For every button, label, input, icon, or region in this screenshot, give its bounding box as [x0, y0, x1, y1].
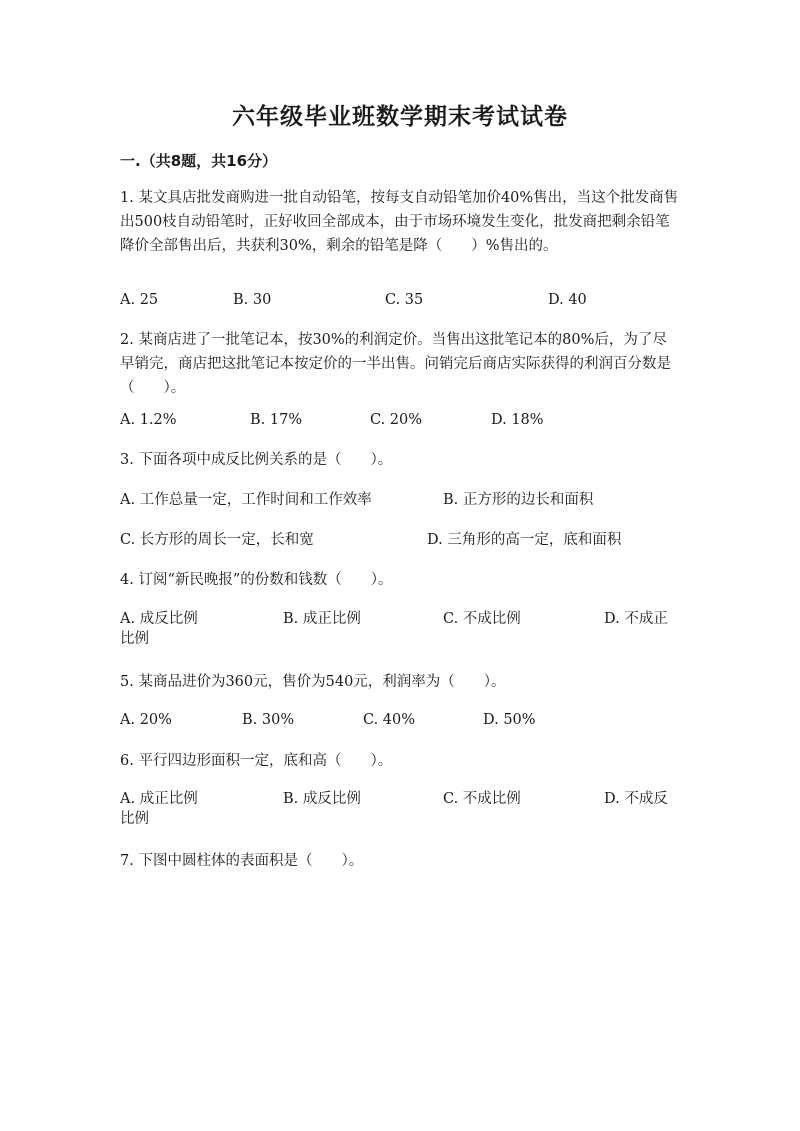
question-2-option-c[interactable]: C. 20% — [370, 412, 423, 428]
page-title: 六年级毕业班数学期末考试试卷 — [232, 104, 568, 130]
question-3-option-c[interactable]: C. 长方形的周长一定，长和宽 — [120, 532, 314, 548]
question-3-stem: 3. 下面各项中成反比例关系的是（ ）。 — [120, 452, 393, 468]
question-5-option-b[interactable]: B. 30% — [242, 712, 295, 728]
question-6-option-a[interactable]: A. 成正比例 — [120, 791, 198, 807]
question-6-option-d[interactable]: D. 不成反比例 — [120, 791, 668, 827]
section-heading: 一.（共8题，共16分） — [120, 152, 278, 170]
question-3-option-b[interactable]: B. 正方形的边长和面积 — [443, 492, 594, 508]
question-6-option-b[interactable]: B. 成反比例 — [283, 791, 361, 807]
question-2-option-b[interactable]: B. 17% — [250, 412, 303, 428]
question-5-option-d[interactable]: D. 50% — [483, 712, 536, 728]
question-2-option-d[interactable]: D. 18% — [491, 412, 544, 428]
question-3-option-a[interactable]: A. 工作总量一定，工作时间和工作效率 — [120, 492, 372, 508]
question-3-option-d[interactable]: D. 三角形的高一定，底和面积 — [427, 532, 622, 548]
question-1-option-c[interactable]: C. 35 — [385, 292, 424, 308]
question-1-option-d[interactable]: D. 40 — [548, 292, 587, 308]
question-5-option-a[interactable]: A. 20% — [120, 712, 172, 728]
question-4-option-d[interactable]: D. 不成正比例 — [120, 611, 668, 647]
question-6-option-c[interactable]: C. 不成比例 — [443, 791, 521, 807]
question-1-stem: 1. 某文具店批发商购进一批自动铅笔，按每支自动铅笔加价40%售出，当这个批发商售出500枝自动铅笔时，正好收回全部成本，由于市场环境发生变化，批发商把剩余铅笔降价全部售出后，共获利30%，剩余的铅笔是降（ ）%售出的。 — [120, 190, 679, 254]
question-1-option-a[interactable]: A. 25 — [120, 292, 159, 308]
question-4-stem: 4. 订阅“新民晚报”的份数和钱数（ ）。 — [120, 572, 393, 588]
question-6-stem: 6. 平行四边形面积一定，底和高（ ）。 — [120, 753, 393, 769]
question-2-stem: 2. 某商店进了一批笔记本，按30%的利润定价。当售出这批笔记本的80%后，为了尽早销完，商店把这批笔记本按定价的一半出售。问销完后商店实际获得的利润百分数是（ ）。 — [120, 332, 671, 396]
question-5-option-c[interactable]: C. 40% — [363, 712, 416, 728]
question-4-option-c[interactable]: C. 不成比例 — [443, 611, 521, 627]
question-4-option-b[interactable]: B. 成正比例 — [283, 611, 361, 627]
question-7-stem: 7. 下图中圆柱体的表面积是（ ）。 — [120, 853, 364, 869]
question-1-option-b[interactable]: B. 30 — [233, 292, 272, 308]
question-2-option-a[interactable]: A. 1.2% — [120, 412, 177, 428]
question-4-option-a[interactable]: A. 成反比例 — [120, 611, 198, 627]
question-5-stem: 5. 某商品进价为360元，售价为540元，利润率为（ ）。 — [120, 674, 506, 690]
